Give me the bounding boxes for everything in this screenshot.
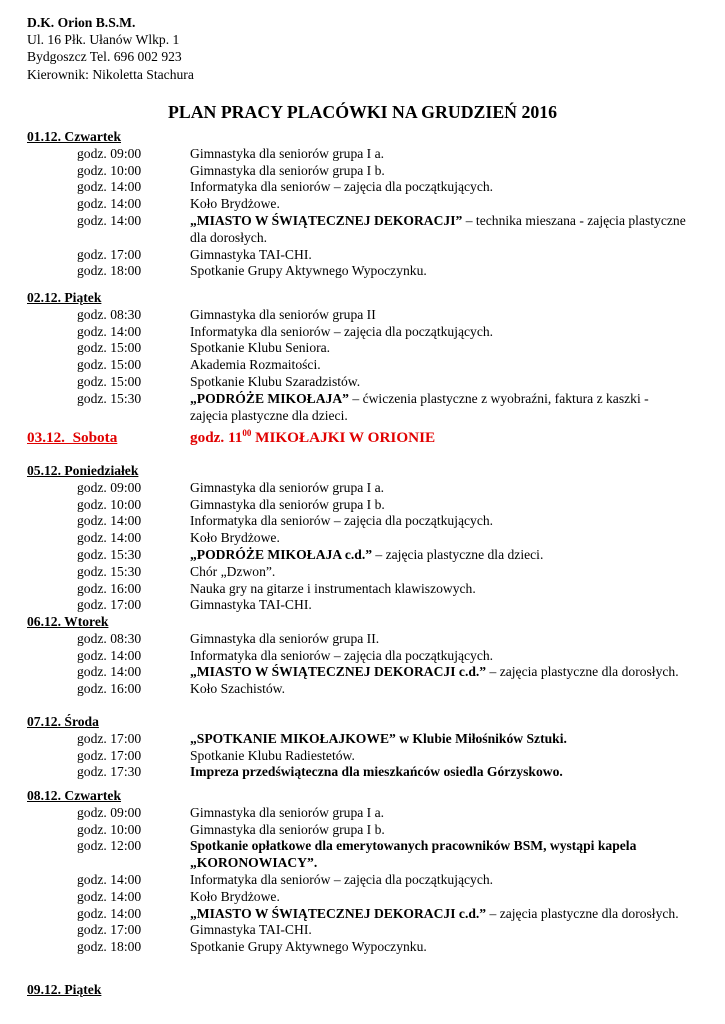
entry-text: – zajęcia plastyczne dla dorosłych. xyxy=(486,905,679,921)
entry-time: godz. 15:00 xyxy=(77,373,142,389)
entry-text: Koło Brydżowe. xyxy=(190,530,280,546)
day-header: 09.12. Piątek xyxy=(27,982,102,997)
entry-time: godz. 18:00 xyxy=(77,263,142,279)
entry-time: godz. 09:00 xyxy=(77,479,142,495)
entry-highlight: Impreza przedświąteczna dla mieszkańców osiedla Górzyskowo. xyxy=(190,764,563,780)
entry-text: Gimnastyka dla seniorów grupa II xyxy=(190,306,376,322)
entry-text: Spotkanie Grupy Aktywnego Wypoczynku. xyxy=(190,939,427,955)
day-header: 05.12. Poniedziałek xyxy=(27,463,139,478)
schedule-entry xyxy=(27,391,688,425)
entry-time: godz. 16:00 xyxy=(77,681,142,697)
entry-description xyxy=(190,247,688,264)
schedule-entry xyxy=(27,822,688,839)
entry-description xyxy=(190,547,688,564)
entry-description xyxy=(190,480,688,497)
entry-text: – technika mieszana - zajęcia plastyczne dla dorosłych. xyxy=(190,212,686,245)
entry-time: godz. 18:00 xyxy=(77,939,142,955)
entry-text: – zajęcia plastyczne dla dorosłych. xyxy=(486,664,679,680)
entry-description xyxy=(190,324,688,341)
entry-description xyxy=(190,906,688,923)
entry-description xyxy=(190,838,688,872)
entry-text: Gimnastyka dla seniorów grupa I b. xyxy=(190,821,385,837)
entry-text: Gimnastyka dla seniorów grupa I a. xyxy=(190,804,385,820)
entry-description xyxy=(190,922,688,939)
schedule-entry xyxy=(27,179,688,196)
entry-time: godz. 16:00 xyxy=(77,580,142,596)
entry-description xyxy=(190,564,688,581)
entry-time: godz. 17:00 xyxy=(77,747,142,763)
entry-description xyxy=(190,391,688,425)
schedule-entry xyxy=(27,196,688,213)
entry-time: godz. 14:00 xyxy=(77,888,142,904)
entry-description xyxy=(190,681,688,698)
schedule-entry xyxy=(27,805,688,822)
entry-text: Informatyka dla seniorów – zajęcia dla początkujących. xyxy=(190,647,494,663)
entry-text: Spotkanie Grupy Aktywnego Wypoczynku. xyxy=(190,263,427,279)
schedule-entry xyxy=(27,838,688,872)
schedule-entry xyxy=(27,530,688,547)
schedule-entry xyxy=(27,324,688,341)
entry-description xyxy=(190,764,688,781)
entry-text: Gimnastyka TAI-CHI. xyxy=(190,922,312,938)
entry-highlight: „SPOTKANIE MIKOŁAJKOWE” w Klubie Miłośników Sztuki. xyxy=(190,730,567,746)
schedule-entry xyxy=(27,664,688,681)
org-manager: Kierownik: Nikoletta Stachura xyxy=(27,66,194,82)
schedule-entry xyxy=(27,357,688,374)
entry-text: Akademia Rozmaitości. xyxy=(190,357,321,373)
entry-highlight: „PODRÓŻE MIKOŁAJA” xyxy=(190,390,349,406)
schedule-entry xyxy=(27,906,688,923)
day-block xyxy=(27,129,688,280)
entry-text: Chór „Dzwon”. xyxy=(190,563,276,579)
entry-text: Gimnastyka dla seniorów grupa II. xyxy=(190,630,380,646)
entry-description xyxy=(190,530,688,547)
entry-text: Koło Szachistów. xyxy=(190,681,286,697)
entry-description xyxy=(190,748,688,765)
entry-time: godz. 08:30 xyxy=(77,306,142,322)
day-block xyxy=(27,614,688,698)
schedule-entry xyxy=(27,581,688,598)
entry-highlight: „MIASTO W ŚWIĄTECZNEJ DEKORACJI” xyxy=(190,212,463,228)
schedule-entry xyxy=(27,939,688,956)
entry-time: godz. 17:30 xyxy=(77,764,142,780)
schedule-entry xyxy=(27,480,688,497)
entry-highlight: Spotkanie opłatkowe dla emerytowanych pracowników BSM, wystąpi kapela „KORONOWIACY”. xyxy=(190,838,637,871)
schedule-entry xyxy=(27,922,688,939)
entry-text: Gimnastyka TAI-CHI. xyxy=(190,246,312,262)
entry-time: godz. 09:00 xyxy=(77,145,142,161)
schedule-entry xyxy=(27,547,688,564)
entry-text: Gimnastyka dla seniorów grupa I b. xyxy=(190,496,385,512)
entry-highlight: „MIASTO W ŚWIĄTECZNEJ DEKORACJI c.d.” xyxy=(190,905,487,921)
schedule-entry xyxy=(27,648,688,665)
entry-description xyxy=(190,374,688,391)
entry-text: Gimnastyka dla seniorów grupa I a. xyxy=(190,145,385,161)
entry-description xyxy=(190,889,688,906)
day-header: 01.12. Czwartek xyxy=(27,129,122,144)
schedule-entry xyxy=(27,889,688,906)
special-event-time-title xyxy=(190,428,435,448)
schedule-entry xyxy=(27,764,688,781)
special-event-date: 03.12. Sobota xyxy=(27,429,118,446)
schedule-entry xyxy=(27,513,688,530)
entry-time: godz. 17:00 xyxy=(77,597,142,613)
entry-description xyxy=(190,581,688,598)
entry-description xyxy=(190,822,688,839)
schedule-entry xyxy=(27,872,688,889)
day-block xyxy=(27,788,688,956)
entry-time: godz. 14:00 xyxy=(77,513,142,529)
schedule-entry xyxy=(27,146,688,163)
schedule-entry xyxy=(27,307,688,324)
entry-description xyxy=(190,357,688,374)
organization-header xyxy=(27,14,194,83)
entry-text: Nauka gry na gitarze i instrumentach klawiszowych. xyxy=(190,580,476,596)
entry-text: Koło Brydżowe. xyxy=(190,888,280,904)
entry-time: godz. 15:30 xyxy=(77,546,142,562)
entry-description xyxy=(190,939,688,956)
entry-time: godz. 14:00 xyxy=(77,905,142,921)
entry-text: Informatyka dla seniorów – zajęcia dla początkujących. xyxy=(190,513,494,529)
day-header: 06.12. Wtorek xyxy=(27,614,109,629)
special-event-title: MIKOŁAJKI W ORIONIE xyxy=(251,429,436,446)
schedule-entry xyxy=(27,163,688,180)
entry-time: godz. 17:00 xyxy=(77,730,142,746)
entry-description xyxy=(190,664,688,681)
day-block xyxy=(27,290,688,424)
entry-description xyxy=(190,597,688,614)
entry-time: godz. 17:00 xyxy=(77,246,142,262)
entry-time: godz. 15:30 xyxy=(77,563,142,579)
schedule-entry xyxy=(27,631,688,648)
entry-text: – ćwiczenia plastyczne z wyobraźni, faktura z kaszki - zajęcia plastyczne dla dzieci. xyxy=(190,390,649,423)
entry-description xyxy=(190,731,688,748)
entry-text: – zajęcia plastyczne dla dzieci. xyxy=(372,546,544,562)
entry-time: godz. 14:00 xyxy=(77,871,142,887)
entry-description xyxy=(190,872,688,889)
entry-text: Spotkanie Klubu Szaradzistów. xyxy=(190,373,361,389)
entry-time: godz. 17:00 xyxy=(77,922,142,938)
entry-description xyxy=(190,146,688,163)
schedule-entry xyxy=(27,213,688,247)
entry-time: godz. 14:00 xyxy=(77,323,142,339)
entry-time: godz. 14:00 xyxy=(77,196,142,212)
entry-description xyxy=(190,179,688,196)
entry-text: Spotkanie Klubu Seniora. xyxy=(190,340,331,356)
special-event-time: godz. 11 xyxy=(190,429,243,446)
entry-time: godz. 09:00 xyxy=(77,804,142,820)
special-event xyxy=(27,427,436,448)
entry-text: Informatyka dla seniorów – zajęcia dla początkujących. xyxy=(190,323,494,339)
entry-highlight: „MIASTO W ŚWIĄTECZNEJ DEKORACJI c.d.” xyxy=(190,664,487,680)
entry-time: godz. 10:00 xyxy=(77,162,142,178)
entry-description xyxy=(190,513,688,530)
schedule-entry xyxy=(27,681,688,698)
entry-time: godz. 15:00 xyxy=(77,340,142,356)
entry-text: Gimnastyka dla seniorów grupa I b. xyxy=(190,162,385,178)
entry-text: Gimnastyka TAI-CHI. xyxy=(190,597,312,613)
entry-text: Informatyka dla seniorów – zajęcia dla początkujących. xyxy=(190,871,494,887)
entry-description xyxy=(190,213,688,247)
day-header: 08.12. Czwartek xyxy=(27,788,122,803)
entry-description xyxy=(190,631,688,648)
entry-time: godz. 14:00 xyxy=(77,664,142,680)
entry-time: godz. 08:30 xyxy=(77,630,142,646)
day-header: 07.12. Środa xyxy=(27,714,99,729)
org-city-phone: Bydgoszcz Tel. 696 002 923 xyxy=(27,49,182,65)
entry-time: godz. 12:00 xyxy=(77,838,142,854)
entry-time: godz. 15:30 xyxy=(77,390,142,406)
page-title: PLAN PRACY PLACÓWKI NA GRUDZIEŃ 2016 xyxy=(167,102,558,122)
schedule-entry xyxy=(27,748,688,765)
schedule-entry xyxy=(27,340,688,357)
org-name: D.K. Orion B.S.M. xyxy=(27,15,136,30)
schedule-entry xyxy=(27,374,688,391)
schedule-entry xyxy=(27,263,688,280)
day-block xyxy=(27,982,101,999)
entry-description xyxy=(190,163,688,180)
entry-time: godz. 14:00 xyxy=(77,647,142,663)
entry-description xyxy=(190,307,688,324)
schedule-entry xyxy=(27,731,688,748)
entry-time: godz. 14:00 xyxy=(77,212,142,228)
entry-highlight: „PODRÓŻE MIKOŁAJA c.d.” xyxy=(190,546,373,562)
entry-time: godz. 14:00 xyxy=(77,530,142,546)
schedule-entry xyxy=(27,497,688,514)
entry-description xyxy=(190,805,688,822)
entry-time: godz. 10:00 xyxy=(77,496,142,512)
day-header: 02.12. Piątek xyxy=(27,290,102,305)
entry-description xyxy=(190,648,688,665)
entry-description xyxy=(190,196,688,213)
entry-text: Gimnastyka dla seniorów grupa I a. xyxy=(190,479,385,495)
entry-description xyxy=(190,263,688,280)
day-block xyxy=(27,463,688,614)
org-address: Ul. 16 Płk. Ułanów Wlkp. 1 xyxy=(27,32,180,48)
special-event-time-minutes: 00 xyxy=(242,427,252,438)
entry-text: Informatyka dla seniorów – zajęcia dla początkujących. xyxy=(190,179,494,195)
schedule-entry xyxy=(27,564,688,581)
schedule-entry xyxy=(27,247,688,264)
entry-time: godz. 15:00 xyxy=(77,357,142,373)
entry-text: Spotkanie Klubu Radiestetów. xyxy=(190,747,355,763)
entry-time: godz. 14:00 xyxy=(77,179,142,195)
schedule-entry xyxy=(27,597,688,614)
entry-description xyxy=(190,340,688,357)
entry-time: godz. 10:00 xyxy=(77,821,142,837)
entry-description xyxy=(190,497,688,514)
entry-text: Koło Brydżowe. xyxy=(190,196,280,212)
day-block xyxy=(27,714,688,781)
